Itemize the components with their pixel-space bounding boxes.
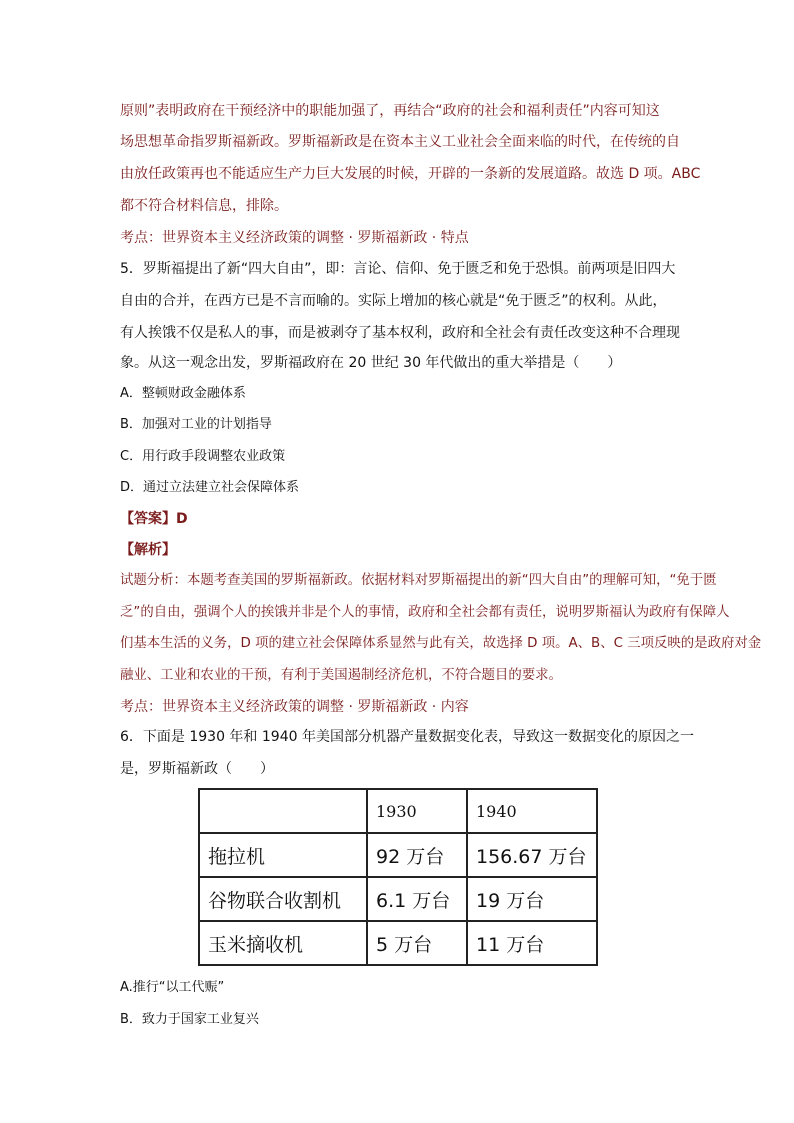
- analysis-label: 【解析】: [120, 542, 176, 558]
- question-5-line: 有人挨饿不仅是私人的事，而是被剥夺了基本权利，政府和全社会有责任改变这种不合理现: [120, 325, 680, 341]
- table-cell: 1930: [367, 789, 467, 833]
- table-cell: [199, 789, 367, 833]
- analysis-line: 试题分析：本题考查美国的罗斯福新政。依据材料对罗斯福提出的新“四大自由”的理解可知，“免于匮: [120, 573, 717, 588]
- analysis-line: 们基本生活的义务，D 项的建立社会保障体系显然与此有关，故选择 D 项。A、B、C 三项反映的是政府对金: [120, 636, 762, 651]
- question-6-line: 6．下面是 1930 年和 1940 年美国部分机器产量数据变化表，导致这一数据变化的原因之一: [120, 729, 694, 745]
- table-row: [199, 921, 597, 965]
- table-row: [199, 833, 597, 877]
- table-cell: 92 万台: [367, 833, 467, 877]
- table-cell: 11 万台: [467, 921, 597, 965]
- question-5-option-a: A．整顿财政金融体系: [120, 386, 246, 401]
- machine-output-table: [198, 788, 598, 966]
- question-5-option-d: D．通过立法建立社会保障体系: [120, 480, 300, 495]
- intro-line: 由放任政策再也不能适应生产力巨大发展的时候，开辟的一条新的发展道路。故选 D 项。ABC: [120, 166, 701, 182]
- table-header-row: [199, 789, 597, 833]
- question-6-option-b: B．致力于国家工业复兴: [120, 1012, 259, 1027]
- table-cell: 5 万台: [367, 921, 467, 965]
- intro-line: 都不符合材料信息，排除。: [120, 198, 288, 214]
- knowledge-point: 考点：世界资本主义经济政策的调整 · 罗斯福新政 · 内容: [120, 699, 469, 715]
- question-5-line: 5．罗斯福提出了新“四大自由”，即：言论、信仰、免于匮乏和免于恐惧。前两项是旧四大: [120, 261, 676, 277]
- knowledge-point: 考点：世界资本主义经济政策的调整 · 罗斯福新政 · 特点: [120, 230, 469, 246]
- question-5-line: 自由的合并，在西方已是不言而喻的。实际上增加的核心就是“免于匮乏”的权利。从此，: [120, 293, 667, 309]
- analysis-line: 融业、工业和农业的干预，有利于美国遏制经济危机，不符合题目的要求。: [120, 668, 562, 683]
- table-cell: 19 万台: [467, 877, 597, 921]
- question-5-option-b: B．加强对工业的计划指导: [120, 417, 272, 432]
- table-cell: 156.67 万台: [467, 833, 597, 877]
- table-cell: 谷物联合收割机: [199, 877, 367, 921]
- intro-line: 原则”表明政府在干预经济中的职能加强了，再结合“政府的社会和福利责任”内容可知这: [120, 103, 660, 119]
- question-6-line: 是，罗斯福新政（ ）: [120, 761, 274, 777]
- intro-line: 场思想革命指罗斯福新政。罗斯福新政是在资本主义工业社会全面来临的时代，在传统的自: [120, 134, 680, 150]
- analysis-line: 乏”的自由，强调个人的挨饿并非是个人的事情，政府和全社会都有责任，说明罗斯福认为政府有保障人: [120, 605, 730, 620]
- answer-label: 【答案】D: [120, 511, 188, 527]
- question-6-option-a: A.推行“以工代赈”: [120, 980, 225, 995]
- table-cell: 1940: [467, 789, 597, 833]
- question-5-option-c: C．用行政手段调整农业政策: [120, 449, 286, 464]
- table-cell: 玉米摘收机: [199, 921, 367, 965]
- question-5-line: 象。从这一观念出发，罗斯福政府在 20 世纪 30 年代做出的重大举措是（ ）: [120, 355, 622, 371]
- table-cell: 拖拉机: [199, 833, 367, 877]
- table-cell: 6.1 万台: [367, 877, 467, 921]
- table-row: [199, 877, 597, 921]
